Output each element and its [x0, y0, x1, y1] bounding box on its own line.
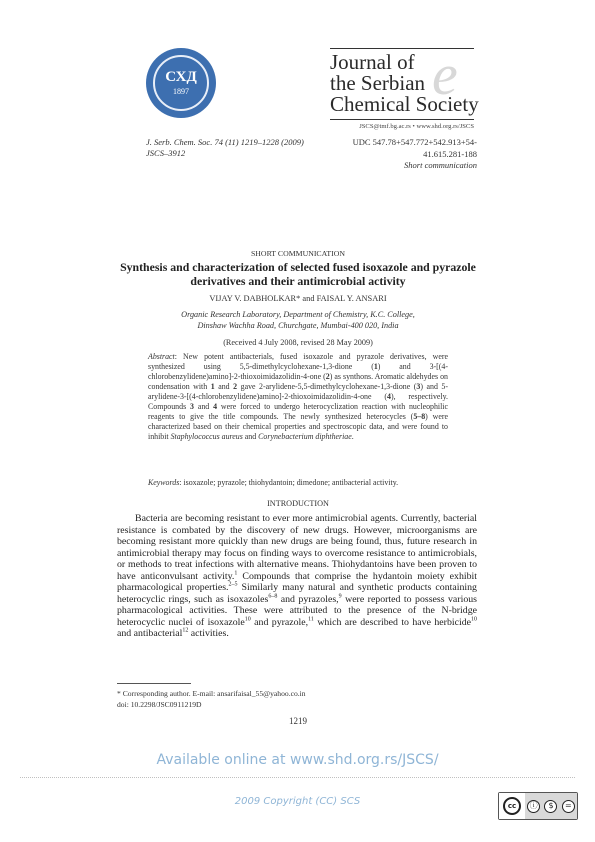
seal-year: 1897 [173, 87, 189, 96]
body-text: activities. [188, 628, 229, 640]
cc-noderivatives-icon: = [562, 800, 575, 813]
article-code: JSCS–3912 [146, 148, 186, 158]
keywords-list: : isoxazole; pyrazole; thiohydantoin; dimedone; antibacterial activity. [179, 478, 399, 487]
compound-ref: 2 [325, 372, 330, 382]
journal-watermark-e-icon: e [432, 42, 458, 107]
body-text: Bacteria are becoming resistant to ever more antimicrobial agents. Currently, bacterial resistance is combated by the discovery of new drugs. However, microorganisms are becoming resistant more quickly than new drugs are being found, thus, future research in antimicrobial therapy may focus on finding ways to overcome resistance to antimicrobials, or methods to treat infections with alternative means. Thiohydantoins have been proven to have anticonvulsant activity. [117, 513, 477, 582]
copyright-notice: 2009 Copyright (CC) SCS [234, 796, 361, 807]
journal-title-line-3: Chemical Society [330, 92, 479, 116]
society-seal-logo [146, 48, 216, 118]
compound-ref: 1 [210, 382, 215, 392]
abstract-text: were forced to undergo heterocyclization reaction with nucleophilic reagents to give the title compounds. The newly synthesized heterocycles ( [148, 402, 448, 422]
creative-commons-badge[interactable] [498, 792, 578, 820]
affiliation-line-2: Dinshaw Wachha Road, Churchgate, Mumbai-400 020, India [197, 320, 399, 330]
footnote-rule [117, 683, 191, 684]
available-online-link[interactable]: Available online at www.shd.org.rs/JSCS/ [156, 752, 439, 768]
compound-ref: 3 [416, 382, 421, 392]
article-type: Short communication [404, 160, 477, 170]
reference-superscript[interactable]: 12 [182, 628, 189, 635]
cc-logo-area [499, 793, 525, 819]
citation-block [146, 137, 304, 159]
udc-line-1: UDC 547.78+547.772+542.913+54- [352, 137, 477, 147]
abstract [148, 352, 448, 442]
section-label: SHORT COMMUNICATION [250, 249, 346, 258]
cc-logo-icon: cc [503, 797, 521, 815]
udc-line-2: 41.615.281-188 [423, 148, 477, 159]
compound-ref: 4 [386, 392, 391, 402]
reference-superscript[interactable]: 10 [471, 616, 477, 623]
abstract-text: ) were characterized based on their chemical properties and spectroscopic data, and were found to inhibit [148, 412, 448, 442]
organism-name: Corynebacterium diphtheriae [258, 432, 352, 442]
compound-ref: 5–8 [413, 412, 426, 422]
body-text: were reported to possess various pharmacological activities. These were attributed to the presence of the N-bridge heterocyclic nuclei of isoxazole [117, 593, 477, 628]
corresponding-author-note: * Corresponding author. E-mail: ansarifaisal_55@yahoo.co.in [117, 689, 306, 698]
abstract-text: . [351, 432, 354, 442]
reference-superscript[interactable]: 1 [234, 570, 238, 577]
abstract-text: and [193, 402, 214, 412]
body-text: Compounds that comprise the hydantoin moiety exhibit pharmacological properties. [117, 570, 477, 594]
body-text: which are described to have herbicide [313, 616, 471, 628]
cc-noncommercial-icon: $ [544, 800, 557, 813]
article-title: Synthesis and characterization of selected fused isoxazole and pyrazole derivatives and their antimicrobial activity [120, 260, 476, 288]
body-text: and pyrazoles, [277, 593, 339, 605]
body-text: Similarly many natural and synthetic products containing heterocyclic rings, such as isoxazoles [117, 582, 477, 605]
body-text: and pyrazole, [250, 616, 309, 628]
intro-paragraph [117, 513, 477, 640]
keywords [148, 478, 448, 487]
seal-inner-ring [153, 55, 209, 111]
journal-url[interactable]: JSCS@tmf.bg.ac.rs • www.shd.org.rs/JSCS [359, 123, 474, 130]
affiliation-line-1: Organic Research Laboratory, Department of Chemistry, K.C. College, [181, 310, 415, 319]
journal-title-line-1: Journal of [330, 50, 415, 74]
footer-divider [20, 777, 575, 778]
compound-ref: 1 [373, 362, 378, 372]
abstract-text: ) and 3-[(4-chlorobenzylidene)amino]-2-thioxoimidazolidin-4-one ( [148, 362, 448, 382]
seal-text: СХД [165, 69, 197, 85]
abstract-text: ) as synthons. Aromatic aldehydes on condensation with [148, 372, 448, 392]
reference-superscript[interactable]: 11 [308, 616, 314, 623]
reference-superscript[interactable]: 6–8 [268, 593, 278, 600]
received-dates: (Received 4 July 2008, revised 28 May 2009) [223, 338, 373, 347]
reference-superscript[interactable]: 2–5 [228, 582, 238, 588]
organism-name: Staphylococcus aureus [170, 432, 243, 442]
introduction-heading: INTRODUCTION [267, 499, 329, 508]
affiliation [120, 310, 476, 331]
footnotes [117, 688, 306, 710]
cc-license-icons [525, 793, 577, 819]
compound-ref: 2 [233, 382, 238, 392]
page-number: 1219 [289, 716, 307, 726]
compound-ref: 4 [213, 402, 218, 412]
authors: VIJAY V. DABHOLKAR* and FAISAL Y. ANSARI [209, 294, 387, 303]
abstract-text: gave 2-arylidene-5,5-dimethylcyclohexane-1,3-dione ( [237, 382, 417, 392]
abstract-text: ), respectively. Compounds [148, 392, 448, 412]
compound-ref: 3 [190, 402, 194, 412]
journal-title-line-2: the Serbian [330, 71, 426, 95]
reference-superscript[interactable]: 10 [244, 616, 251, 623]
udc-block [330, 137, 477, 172]
introduction-body [117, 513, 477, 640]
abstract-text: and [214, 382, 234, 392]
journal-bottom-rule [330, 119, 474, 120]
citation-line: J. Serb. Chem. Soc. 74 (11) 1219–1228 (2009) [146, 137, 304, 147]
abstract-label: Abstract [148, 352, 175, 361]
doi[interactable]: doi: 10.2298/JSC0911219D [117, 700, 202, 709]
journal-title [330, 52, 480, 115]
cc-by-icon: ⓘ [527, 800, 540, 813]
abstract-text: : New potent antibacterials, fused isoxazole and pyrazole derivatives, were synthesized using 5,5-dimethylcyclohexane-1,3-dione ( [148, 352, 448, 372]
body-text: and antibacterial [117, 628, 183, 640]
reference-superscript[interactable]: 9 [338, 593, 342, 600]
abstract-text: ) and 5-arylidene-3-[(4-chlorobenzylidene)amino]-2-thioxoimidazolidin-4-one ( [148, 382, 448, 402]
abstract-text: and [242, 432, 259, 442]
keywords-label: Keywords [148, 478, 180, 487]
